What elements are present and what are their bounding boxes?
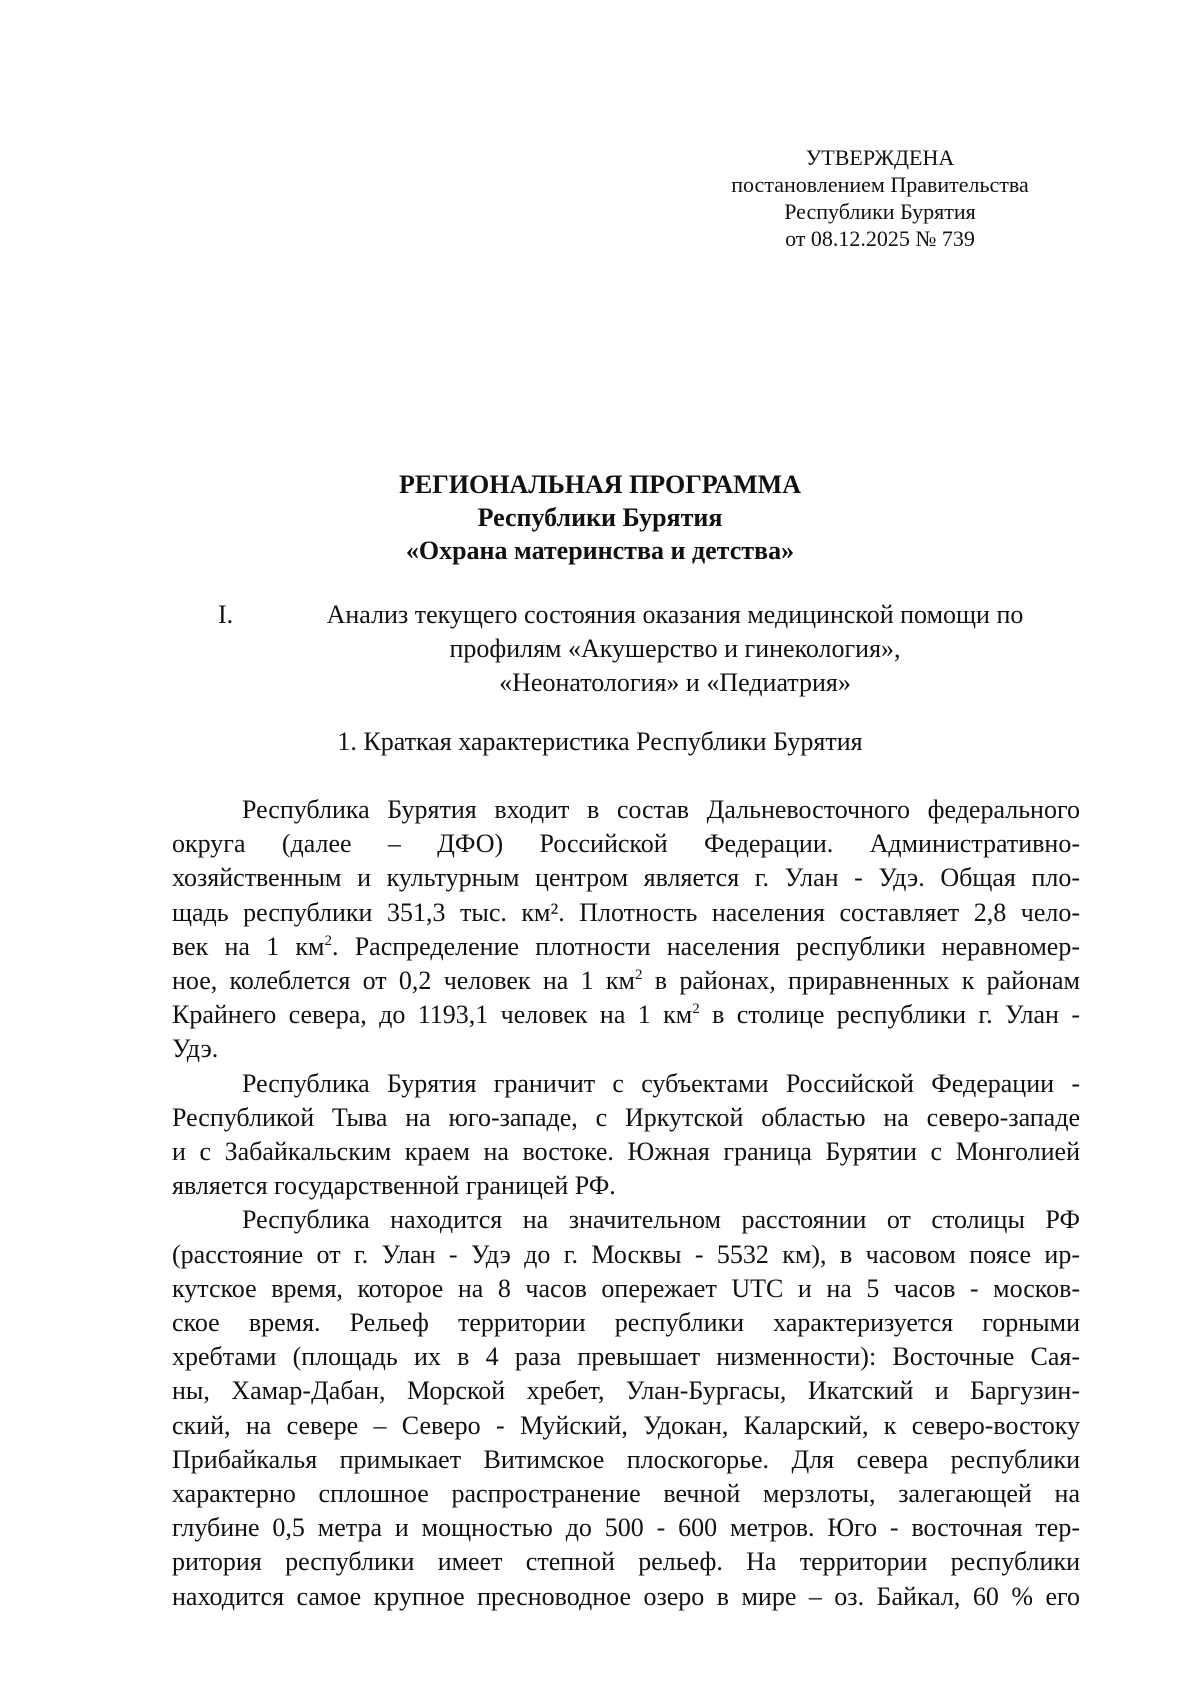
subsection-heading: 1. Краткая характеристика Республики Бурятия bbox=[337, 727, 863, 756]
document-body bbox=[172, 793, 1080, 1614]
text-line bbox=[172, 998, 1080, 1032]
text-line: Республика Бурятия граничит с субъектами Российской Федерации - bbox=[242, 1068, 1080, 1098]
paragraph bbox=[172, 1067, 1080, 1204]
approval-date-number: от 08.12.2025 № 739 bbox=[785, 226, 975, 251]
document-title bbox=[200, 468, 1000, 567]
superscript: 2 bbox=[634, 967, 643, 984]
paragraph bbox=[172, 793, 1080, 1067]
text-line: ский, на севере – Северо - Муйский, Удокан, Каларский, к северо-востоку bbox=[172, 1410, 1080, 1440]
text-line bbox=[172, 964, 1080, 998]
text-fragment: Крайнего севера, до 1193,1 человек на 1 км bbox=[172, 1000, 693, 1030]
text-line: и с Забайкальским краем на востоке. Южная граница Бурятии с Монголией bbox=[172, 1137, 1080, 1167]
text-line: находится самое крупное пресноводное озеро в мире – оз. Байкал, 60 % его bbox=[172, 1581, 1080, 1611]
text-line: глубине 0,5 метра и мощностью до 500 - 600 метров. Юго - восточная тер- bbox=[172, 1513, 1080, 1543]
section-heading bbox=[285, 598, 1065, 700]
text-line: является государственной границей РФ. bbox=[172, 1171, 616, 1201]
text-line bbox=[172, 930, 1080, 964]
text-line: Прибайкалья примыкает Витимское плоскогорье. Для севера республики bbox=[172, 1444, 1080, 1474]
text-line: хребтами (площадь их в 4 раза превышает низменности): Восточные Сая- bbox=[172, 1342, 1080, 1372]
text-line: Удэ. bbox=[172, 1034, 219, 1064]
text-fragment: . Распределение плотности населения республики неравномер- bbox=[332, 931, 1080, 961]
section-heading-line: «Неонатология» и «Педиатрия» bbox=[499, 668, 851, 697]
text-fragment: в столице республики г. Улан - bbox=[699, 1000, 1080, 1030]
text-fragment: век на 1 км bbox=[172, 931, 325, 961]
approval-line: постановлением Правительства bbox=[731, 172, 1029, 197]
approval-line: Республики Бурятия bbox=[784, 199, 976, 224]
text-line: ны, Хамар-Дабан, Морской хребет, Улан-Бургасы, Икатский и Баргузин- bbox=[172, 1376, 1080, 1406]
text-line: щадь республики 351,3 тыс. км². Плотность населения составляет 2,8 чело- bbox=[172, 897, 1080, 927]
title-line: «Охрана материнства и детства» bbox=[405, 536, 795, 565]
approval-line: УТВЕРЖДЕНА bbox=[805, 145, 955, 170]
text-line: Республика Бурятия входит в состав Дальневосточного федерального bbox=[242, 795, 1080, 824]
text-line: ритория республики имеет степной рельеф. На территории республики bbox=[172, 1547, 1080, 1577]
text-line: Республика находится на значительном расстоянии от столицы РФ bbox=[242, 1205, 1080, 1235]
section-heading-line: профилям «Акушерство и гинекология», bbox=[449, 634, 901, 663]
superscript: 2 bbox=[692, 1001, 700, 1018]
text-line: Республикой Тыва на юго-западе, с Иркутской областью на северо-западе bbox=[172, 1102, 1080, 1132]
paragraph bbox=[172, 1203, 1080, 1613]
text-line: (расстояние от г. Улан - Удэ до г. Москвы - 5532 км), в часовом поясе ир- bbox=[172, 1239, 1080, 1269]
approval-stamp bbox=[690, 144, 1070, 252]
superscript: 2 bbox=[324, 932, 332, 949]
text-fragment: в районах, приравненных к районам bbox=[642, 966, 1080, 996]
text-line: характерно сплошное распространение вечной мерзлоты, залегающей на bbox=[172, 1479, 1080, 1509]
text-line: ское время. Рельеф территории республики характеризуется горными bbox=[172, 1308, 1080, 1338]
text-fragment: ное, колеблется от 0,2 человек на 1 км bbox=[172, 966, 635, 996]
text-line: кутское время, которое на 8 часов опережает UTC и на 5 часов - москов- bbox=[172, 1273, 1080, 1303]
title-line: РЕГИОНАЛЬНАЯ ПРОГРАММА bbox=[399, 470, 801, 499]
text-line: округа (далее – ДФО) Российской Федерации. Административно- bbox=[172, 829, 1080, 859]
title-line: Республики Бурятия bbox=[477, 503, 723, 532]
section-heading-line: Анализ текущего состояния оказания медицинской помощи по bbox=[326, 600, 1024, 629]
text-line: хозяйственным и культурным центром является г. Улан - Удэ. Общая пло- bbox=[172, 863, 1080, 893]
section-number: I. bbox=[218, 600, 234, 629]
